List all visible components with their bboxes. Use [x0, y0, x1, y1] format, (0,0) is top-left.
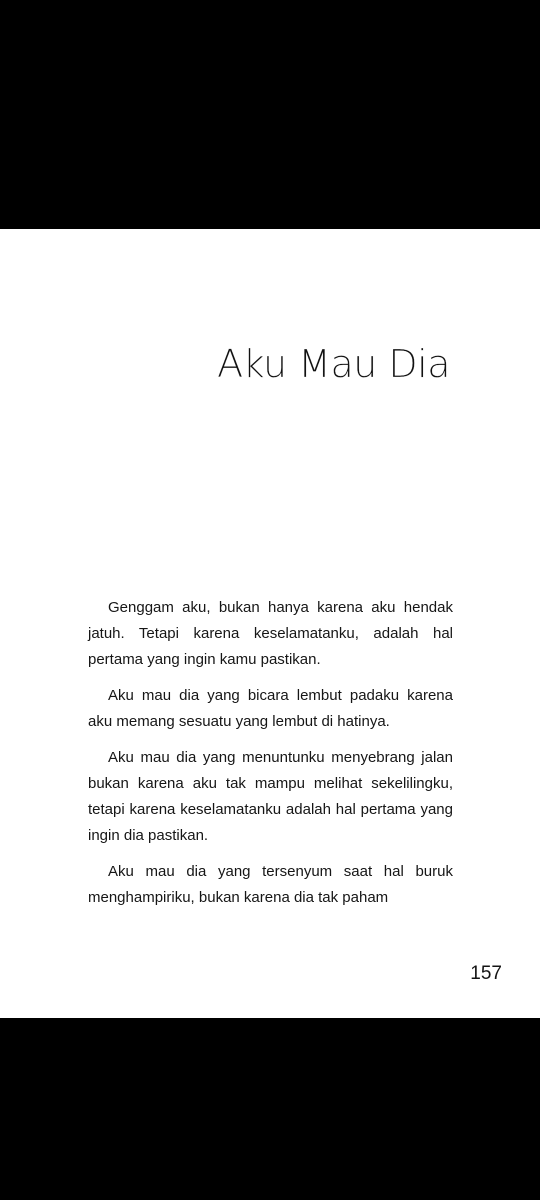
page-number: 157	[470, 963, 502, 984]
paragraph: Aku mau dia yang tersenyum saat hal buruk menghampiriku, bukan karena dia tak paham	[88, 863, 453, 906]
paragraph: Aku mau dia yang menuntunku menyebrang jalan bukan karena aku tak mampu melihat sekelilingku, tetapi karena keselamatanku adalah hal pertama yang ingin dia pastikan.	[88, 749, 453, 844]
chapter-title: Aku Mau Dia	[217, 342, 450, 386]
book-page[interactable]	[0, 229, 540, 1018]
paragraph: Genggam aku, bukan hanya karena aku hendak jatuh. Tetapi karena keselamatanku, adalah hal pertama yang ingin kamu pastikan.	[88, 599, 453, 668]
chapter-body	[88, 595, 453, 921]
paragraph: Aku mau dia yang bicara lembut padaku karena aku memang sesuatu yang lembut di hatinya.	[88, 687, 453, 730]
